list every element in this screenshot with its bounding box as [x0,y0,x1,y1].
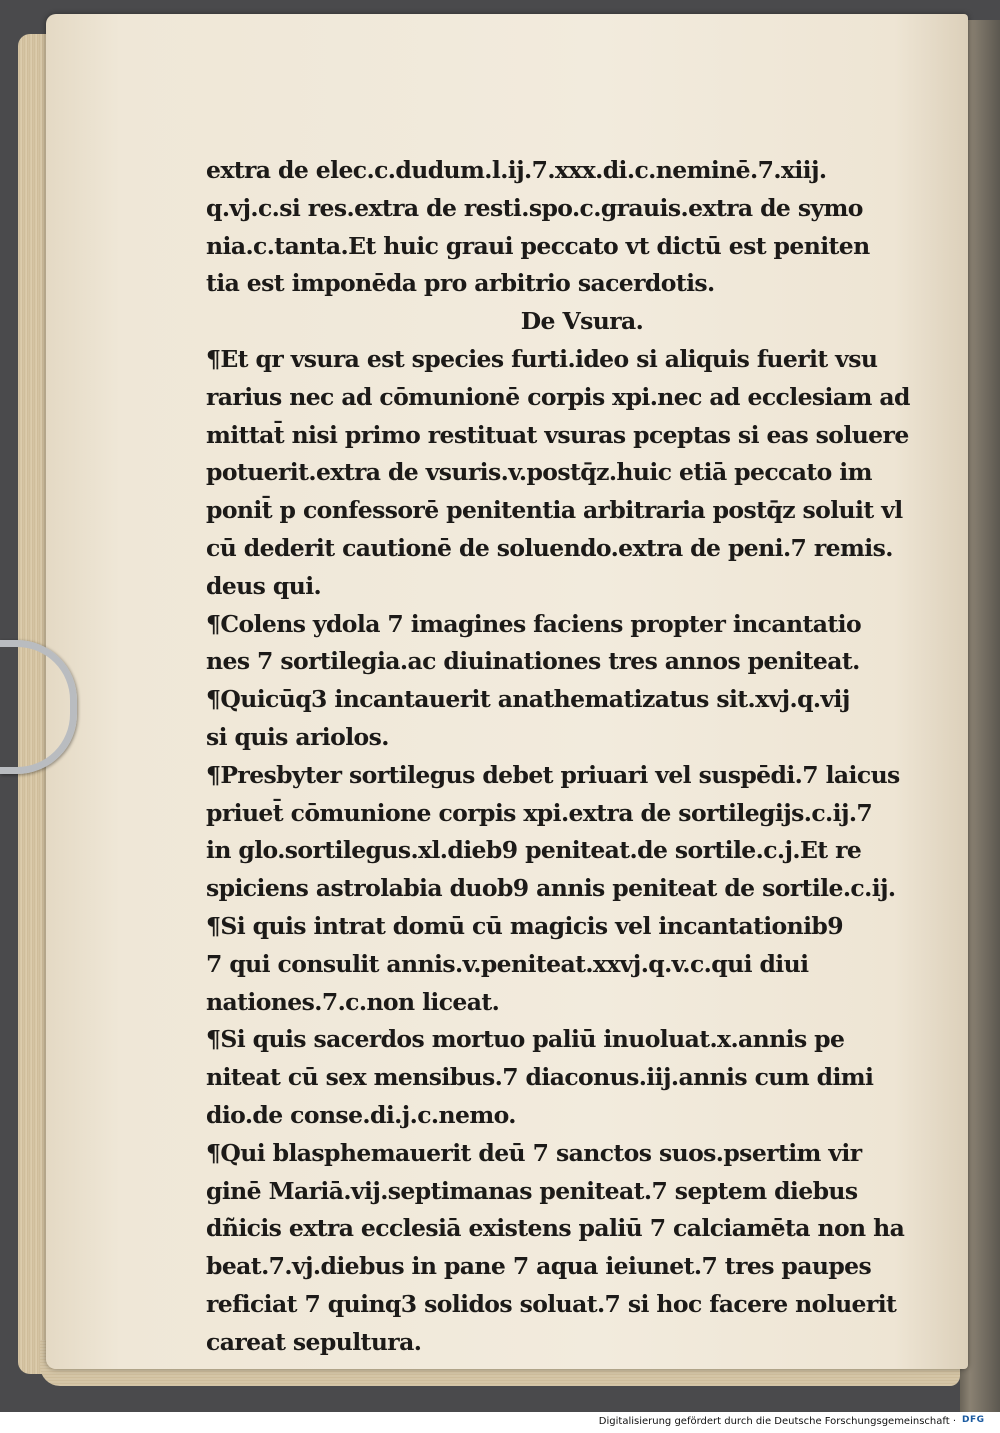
text-line: potuerit.extra de vsuris.v.postq̄z.huic etiā peccato im [206,458,872,487]
text-line: rarius nec ad cōmunionē corpis xpi.nec ad ecclesiam ad [206,382,910,411]
text-line: mittat̄ nisi primo restituat vsuras pceptas si eas soluere [206,420,909,449]
dfg-logo: DFG [962,1415,985,1425]
text-line: careat sepultura. [206,1327,422,1356]
text-line: in glo.sortilegus.xl.dieb9 peniteat.de sortile.c.j.Et re [206,836,862,865]
text-line: cū dederit cautionē de soluendo.extra de peni.7 remis. [206,533,893,562]
text-line: beat.7.vj.diebus in pane 7 aqua ieiunet.7 tres paupes [206,1252,872,1281]
text-line: dñicis extra ecclesiā existens paliū 7 calciamēta non ha [206,1214,905,1243]
text-line: nationes.7.c.non liceat. [206,987,500,1016]
text-line: reficiat 7 quinq3 solidos soluat.7 si hoc facere noluerit [206,1289,897,1318]
text-line: ponit̄ p confessorē penitentia arbitraria postq̄z soluit vl [206,496,903,525]
text-line: ¶Presbyter sortilegus debet priuari vel suspēdi.7 laicus [206,760,900,789]
text-line: extra de elec.c.dudum.l.ij.7.xxx.di.c.neminē.7.xiij. [206,156,827,184]
text-line: nes 7 sortilegia.ac diuinationes tres annos peniteat. [206,647,860,676]
text-line: dio.de conse.di.j.c.nemo. [206,1100,516,1129]
text-line: spiciens astrolabia duob9 annis peniteat de sortile.c.ij. [206,874,896,903]
text-line: nia.c.tanta.Et huic graui peccato vt dictū est peniten [206,231,870,260]
section-heading: De Vsura. [520,307,644,336]
text-line: ¶Quicūq3 incantauerit anathematizatus sit.xvj.q.vij [206,685,850,714]
text-line: niteat cū sex mensibus.7 diaconus.iij.annis cum dimi [206,1063,874,1092]
text-line: ¶Si quis sacerdos mortuo paliū inuoluat.x.annis pe [206,1025,845,1054]
text-line: ¶Si quis intrat domū cū magicis vel incantationib9 [206,911,843,940]
page-text-block [206,152,918,1362]
text-line: ¶Colens ydola 7 imagines faciens propter incantatio [206,609,862,638]
text-line: ¶Et qr vsura est species furti.ideo si aliquis fuerit vsu [206,344,878,373]
text-line: q.vj.c.si res.extra de resti.spo.c.grauis.extra de symo [206,193,863,222]
footer-bar [0,1412,1000,1433]
digitization-credit: Digitalisierung gefördert durch die Deutsche Forschungsgemeinschaft · [598,1416,956,1427]
text-line: deus qui. [206,571,322,600]
text-line: ¶Qui blasphemauerit deū 7 sanctos suos.psertim vir [206,1138,862,1167]
text-line: tia est imponēda pro arbitrio sacerdotis. [206,269,715,298]
text-line: priuet̄ cōmunione corpis xpi.extra de sortilegijs.c.ij.7 [206,798,873,827]
text-line: ginē Mariā.vij.septimanas peniteat.7 septem diebus [206,1176,858,1205]
text-line: 7 qui consulit annis.v.peniteat.xxvj.q.v.c.qui diui [206,949,809,978]
text-line: si quis ariolos. [206,722,389,751]
